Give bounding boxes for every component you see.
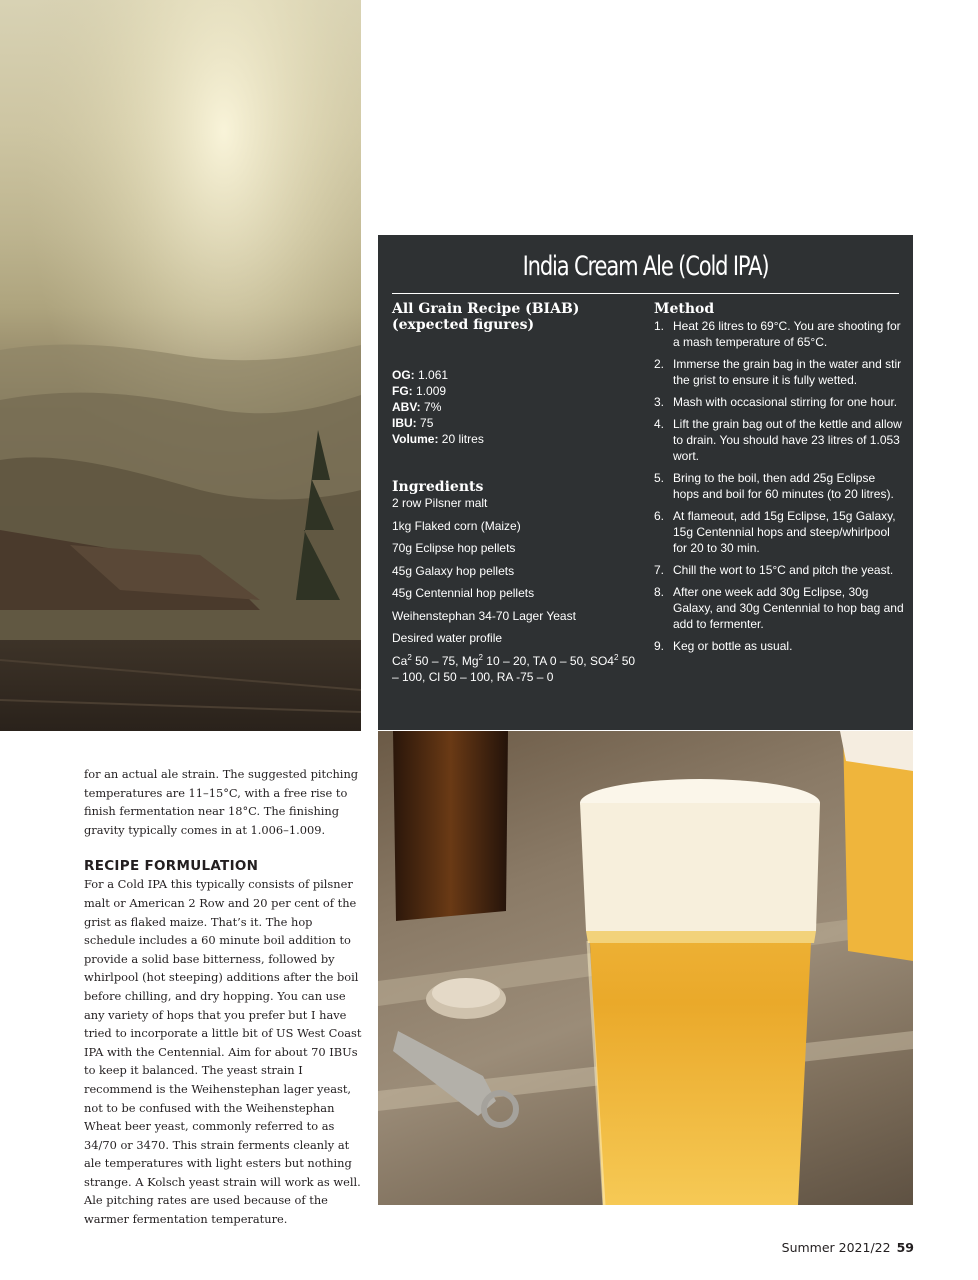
ingredient-item: 45g Galaxy hop pellets xyxy=(392,563,515,578)
article-intro-paragraph: for an actual ale strain. The suggested pitching temperatures are 11–15°C, with a free rise to finish fermentation near 18°C. The finishing gravity typically comes in at 1.006–1.009. xyxy=(84,767,359,837)
recipe-right-column xyxy=(654,301,904,660)
landscape-illustration xyxy=(0,0,361,731)
article-section-heading: RECIPE FORMULATION xyxy=(84,858,259,875)
stat-value: 1.061 xyxy=(418,368,449,382)
method-step: 2. Immerse the grain bag in the water and stir the grist to ensure it is fully wetted. xyxy=(654,357,902,387)
stat-ibu xyxy=(392,415,642,431)
ingredient-item: 45g Centennial hop pellets xyxy=(392,586,535,600)
water-profile: Ca$^2$ 50 – 75, Mg$^2$ 10 – 20, TA 0 – 50, $SO4^2$ 50 – 100, Cl 50 – 100, RA -75 – 0 xyxy=(392,652,636,684)
ingredients-list xyxy=(392,495,642,685)
page-footer xyxy=(782,1240,914,1255)
stat-og xyxy=(392,367,642,383)
article-column xyxy=(84,765,364,1229)
stat-label: IBU: xyxy=(392,416,417,430)
stat-abv xyxy=(392,399,642,415)
stat-label: FG: xyxy=(392,384,413,398)
title-divider xyxy=(392,293,899,294)
method-step: 4. Lift the grain bag out of the kettle and allow to drain. You should have 23 litres of 1.053 wort. xyxy=(654,417,902,463)
landscape-photo xyxy=(0,0,361,731)
ingredient-item: 2 row Pilsner malt xyxy=(392,496,488,510)
ingredient-item: Desired water profile xyxy=(392,631,503,645)
stat-label: Volume: xyxy=(392,432,439,446)
recipe-box xyxy=(378,235,913,730)
beer-illustration xyxy=(378,731,913,1205)
method-step: 7. Chill the wort to 15°C and pitch the yeast. xyxy=(654,563,894,577)
grain-recipe-heading xyxy=(392,301,642,333)
method-heading: Method xyxy=(654,301,715,317)
ingredients-heading: Ingredients xyxy=(392,479,484,495)
stat-value: 75 xyxy=(420,416,434,430)
method-step: 8. After one week add 30g Eclipse, 30g Galaxy, and 30g Centennial to hop bag and add to fermenter. xyxy=(654,585,904,631)
method-list xyxy=(654,318,904,654)
method-step: 6. At flameout, add 15g Eclipse, 15g Galaxy, 15g Centennial hops and steep/whirlpool for 20 to 30 min. xyxy=(654,509,896,555)
recipe-title: India Cream Ale (Cold IPA) xyxy=(522,251,769,282)
ingredient-item: 1kg Flaked corn (Maize) xyxy=(392,518,521,533)
recipe-left-column xyxy=(392,301,642,691)
grain-heading-line2: (expected figures) xyxy=(392,317,535,333)
stat-fg xyxy=(392,383,642,399)
stat-label: ABV: xyxy=(392,400,421,414)
recipe-stats xyxy=(392,367,642,447)
issue-label: Summer 2021/22 xyxy=(781,1240,891,1255)
method-step: 9. Keg or bottle as usual. xyxy=(654,639,793,653)
stat-value: 7% xyxy=(424,400,442,414)
stat-value: 1.009 xyxy=(416,384,447,398)
beer-photo xyxy=(378,731,913,1205)
stat-volume xyxy=(392,431,642,447)
page-number: 59 xyxy=(896,1240,914,1255)
method-step: 3. Mash with occasional stirring for one hour. xyxy=(654,395,898,409)
grain-heading-line1: All Grain Recipe (BIAB) xyxy=(392,301,580,317)
method-step: 5. Bring to the boil, then add 25g Eclipse hops and boil for 60 minutes (to 20 litres). xyxy=(654,471,894,501)
article-body-paragraph: For a Cold IPA this typically consists of pilsner malt or American 2 Row and 20 per cent of the grist as flaked maize. That’s it. The hop schedule includes a 60 minute boil addition to provide a solid base bitterness, followed by whirlpool (hot steeping) additions after the boil before chilling, and dry hopping. You can use any variety of hops that you prefer but I have tried to incorporate a little bit of US West Coast IPA with the Centennial. Aim for about 70 IBUs to keep it balanced. The yeast strain I recommend is the Weihenstephan lager yeast, not to be confused with the Weihenstephan Wheat beer yeast, commonly referred to as 34/70 or 3470. This strain ferments cleanly at ale temperatures with light esters but nothing strange. A Kolsch yeast strain will work as well. Ale pitching rates are used because of the warmer fermentation temperature. xyxy=(84,877,362,1227)
method-step: 1. Heat 26 litres to 69°C. You are shooting for a mash temperature of 65°C. xyxy=(654,319,901,349)
stat-label: OG: xyxy=(392,368,415,382)
ingredient-item: 70g Eclipse hop pellets xyxy=(392,541,516,555)
stat-value: 20 litres xyxy=(441,432,484,446)
ingredient-item: Weihenstephan 34-70 Lager Yeast xyxy=(392,608,576,623)
